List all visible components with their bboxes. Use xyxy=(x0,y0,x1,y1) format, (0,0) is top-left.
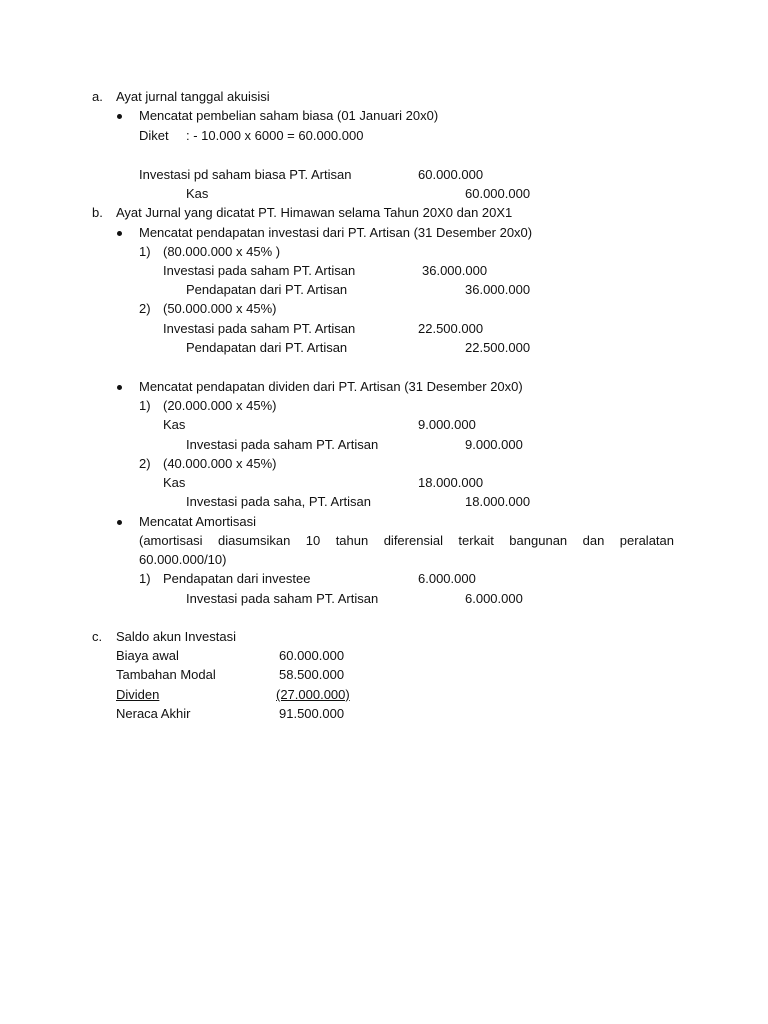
income-item-1-calc: (80.000.000 x 45% ) xyxy=(163,244,281,259)
amortization-item-1-num: 1) xyxy=(139,571,151,586)
entry-credit-amount: 60.000.000 xyxy=(465,186,531,201)
dividend-item-1-debit-amount: 9.000.000 xyxy=(418,417,476,432)
balance-row-value: 58.500.000 xyxy=(279,667,345,682)
income-item-2-credit-amount: 22.500.000 xyxy=(465,340,531,355)
income-item-1-credit-amount: 36.000.000 xyxy=(465,282,531,297)
amortization-bullet: Mencatat Amortisasi xyxy=(139,514,257,529)
section-c-marker: c. xyxy=(92,629,103,644)
dividend-item-2-calc: (40.000.000 x 45%) xyxy=(163,456,277,471)
income-item-1-debit-account: Investasi pada saham PT. Artisan xyxy=(163,263,356,278)
amortization-item-1-credit-amount: 6.000.000 xyxy=(465,591,523,606)
balance-row-label: Neraca Akhir xyxy=(116,706,191,721)
bullet-icon xyxy=(117,520,122,525)
dividend-item-2-credit-account: Investasi pada saha, PT. Artisan xyxy=(186,494,371,509)
income-item-2-num: 2) xyxy=(139,301,151,316)
dividend-item-1-calc: (20.000.000 x 45%) xyxy=(163,398,277,413)
section-b-marker: b. xyxy=(92,205,103,220)
dividend-item-2-debit-account: Kas xyxy=(163,475,186,490)
income-item-1-credit-account: Pendapatan dari PT. Artisan xyxy=(186,282,348,297)
income-item-2-credit-account: Pendapatan dari PT. Artisan xyxy=(186,340,348,355)
amortization-note-line1: (amortisasi diasumsikan 10 tahun diferensial terkait bangunan dan peralatan xyxy=(139,533,674,548)
section-b-title: Ayat Jurnal yang dicatat PT. Himawan selama Tahun 20X0 dan 20X1 xyxy=(116,205,513,220)
amortization-item-1-debit-account: Pendapatan dari investee xyxy=(163,571,311,586)
section-a-bullet: Mencatat pembelian saham biasa (01 Januari 20x0) xyxy=(139,108,439,123)
income-bullet: Mencatat pendapatan investasi dari PT. Artisan (31 Desember 20x0) xyxy=(139,225,533,240)
section-c-title: Saldo akun Investasi xyxy=(116,629,236,644)
section-a-title: Ayat jurnal tanggal akuisisi xyxy=(116,89,270,104)
dividend-item-1-credit-amount: 9.000.000 xyxy=(465,437,523,452)
section-a-marker: a. xyxy=(92,89,103,104)
income-item-1-debit-amount: 36.000.000 xyxy=(422,263,488,278)
dividend-bullet: Mencatat pendapatan dividen dari PT. Artisan (31 Desember 20x0) xyxy=(139,379,523,394)
income-item-2-calc: (50.000.000 x 45%) xyxy=(163,301,277,316)
amortization-item-1-credit-account: Investasi pada saham PT. Artisan xyxy=(186,591,379,606)
balance-row-value: 91.500.000 xyxy=(279,706,345,721)
entry-credit-account: Kas xyxy=(186,186,209,201)
income-item-1-num: 1) xyxy=(139,244,151,259)
dividend-item-1-credit-account: Investasi pada saham PT. Artisan xyxy=(186,437,379,452)
dividend-item-2-debit-amount: 18.000.000 xyxy=(418,475,484,490)
amortization-item-1-debit-amount: 6.000.000 xyxy=(418,571,476,586)
balance-row-value: 60.000.000 xyxy=(279,648,345,663)
entry-debit-amount: 60.000.000 xyxy=(418,167,484,182)
diket-label: Diket xyxy=(139,128,169,143)
balance-row-label: Dividen xyxy=(116,687,160,702)
dividend-item-2-num: 2) xyxy=(139,456,151,471)
bullet-icon xyxy=(117,231,122,236)
dividend-item-1-debit-account: Kas xyxy=(163,417,186,432)
income-item-2-debit-account: Investasi pada saham PT. Artisan xyxy=(163,321,356,336)
amortization-note-line2: 60.000.000/10) xyxy=(139,552,227,567)
bullet-icon xyxy=(117,385,122,390)
entry-debit-account: Investasi pd saham biasa PT. Artisan xyxy=(139,167,352,182)
diket-value: : - 10.000 x 6000 = 60.000.000 xyxy=(186,128,364,143)
dividend-item-2-credit-amount: 18.000.000 xyxy=(465,494,531,509)
balance-row-label: Biaya awal xyxy=(116,648,179,663)
balance-row-label: Tambahan Modal xyxy=(116,667,216,682)
dividend-item-1-num: 1) xyxy=(139,398,151,413)
balance-row-value: (27.000.000) xyxy=(276,687,350,702)
bullet-icon xyxy=(117,114,122,119)
income-item-2-debit-amount: 22.500.000 xyxy=(418,321,484,336)
